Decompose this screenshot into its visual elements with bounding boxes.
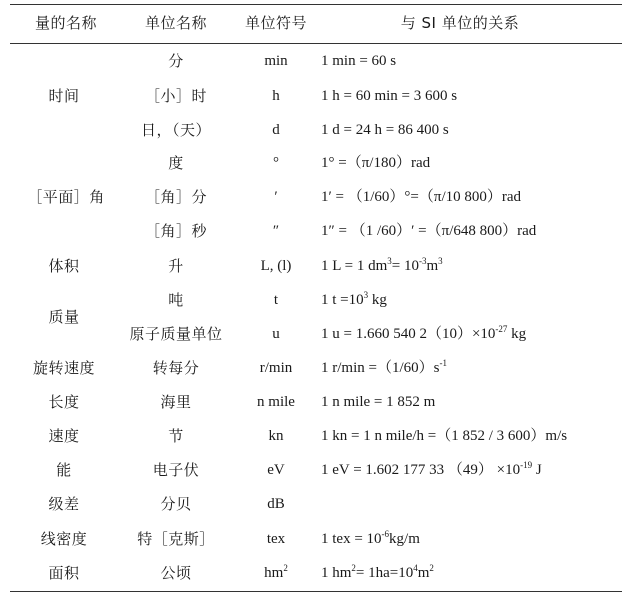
unit-symbol-cell: u bbox=[272, 326, 280, 342]
quantity-volume: 体积 bbox=[48, 257, 80, 275]
unit-symbol-cell: eV bbox=[267, 462, 285, 478]
si-relation-cell: 1′ = （1/60）°=（π/10 800）rad bbox=[321, 189, 522, 205]
unit-name-cell: 转每分 bbox=[152, 359, 200, 377]
table-header-rule bbox=[10, 43, 622, 44]
unit-symbol-cell: ° bbox=[273, 155, 279, 171]
header-unit-symbol: 单位符号 bbox=[244, 14, 308, 32]
unit-name-cell: 日，（天） bbox=[140, 121, 212, 139]
unit-name-cell: 原子质量单位 bbox=[129, 325, 223, 343]
quantity-mass: 质量 bbox=[48, 308, 80, 326]
quantity-time: 时间 bbox=[48, 87, 80, 105]
unit-symbol-cell: tex bbox=[266, 531, 286, 547]
si-relation-cell: 1 eV = 1.602 177 33 $(49) \times 10^{-19}$ J bbox=[321, 460, 542, 478]
si-relation-cell: 1 $hm^2= 1ha=10^4m^2$ bbox=[321, 563, 434, 581]
quantity-level-difference: 级差 bbox=[48, 495, 80, 513]
unit-symbol-cell: kn bbox=[268, 428, 284, 444]
unit-name-cell: 分 bbox=[168, 52, 184, 70]
si-relation-cell: 1 $t =10^3$ kg bbox=[321, 290, 387, 308]
unit-symbol-cell: ″ bbox=[272, 223, 280, 239]
unit-name-cell: ［角］秒 bbox=[144, 222, 208, 240]
header-si-relation: 与 SI 单位的关系 bbox=[400, 14, 520, 32]
quantity-length: 长度 bbox=[48, 393, 80, 411]
unit-name-cell: 特［克斯］ bbox=[137, 530, 215, 548]
unit-symbol-cell: L, (l) bbox=[260, 258, 292, 274]
quantity-speed: 速度 bbox=[48, 427, 80, 445]
si-relation-cell: 1 tex = $10^{-6}kg/m$ bbox=[321, 529, 420, 547]
table-bottom-rule bbox=[10, 591, 622, 592]
si-relation-cell: 1 u = 1.660 540 $2(10)\times 10^{-27}$ kg bbox=[321, 324, 527, 342]
unit-name-cell: ［角］分 bbox=[144, 188, 208, 206]
unit-name-cell: 电子伏 bbox=[152, 461, 200, 479]
unit-name-cell: 公顷 bbox=[160, 564, 192, 582]
si-relation-cell: 1 d = 24 h = 86 400 s bbox=[321, 122, 449, 138]
unit-name-cell: 吨 bbox=[168, 291, 184, 309]
si-relation-cell: 1° =（π/180）rad bbox=[321, 155, 431, 171]
unit-symbol-cell: dB bbox=[267, 496, 285, 512]
si-relation-cell: 1 L = 1 $dm^3= 10^{-3}m^3$ bbox=[321, 256, 443, 274]
header-unit-name: 单位名称 bbox=[144, 14, 208, 32]
unit-symbol-cell: t bbox=[273, 292, 279, 308]
quantity-linear-density: 线密度 bbox=[40, 530, 88, 548]
unit-symbol-cell: h bbox=[272, 88, 280, 104]
si-relation-cell: 1 $r/\min =(1/60)s^{-1}$ bbox=[321, 358, 447, 376]
unit-symbol-cell: r/min bbox=[259, 360, 293, 376]
quantity-plane-angle: ［平面］角 bbox=[27, 188, 105, 206]
si-relation-cell: 1 min = 60 s bbox=[321, 53, 397, 69]
unit-symbol-cell: $hm^2$ bbox=[264, 563, 288, 581]
unit-name-cell: 升 bbox=[168, 257, 184, 275]
unit-name-cell: 海里 bbox=[160, 393, 192, 411]
unit-name-cell: 度 bbox=[168, 154, 184, 172]
quantity-rotational-speed: 旋转速度 bbox=[32, 359, 96, 377]
table-top-rule bbox=[10, 4, 622, 5]
unit-name-cell: ［小］时 bbox=[144, 87, 208, 105]
unit-symbol-cell: d bbox=[272, 122, 280, 138]
header-quantity-name: 量的名称 bbox=[34, 14, 98, 32]
unit-symbol-cell: min bbox=[264, 53, 288, 69]
si-relation-cell: 1 n mile = 1 852 m bbox=[321, 394, 436, 410]
si-relation-cell: 1 kn = 1 n mile/h =（1 852 / 3 600）m/s bbox=[321, 428, 568, 444]
si-relation-cell: 1″ = （1 /60）′ =（π/648 800）rad bbox=[321, 223, 537, 239]
unit-symbol-cell: n mile bbox=[257, 394, 295, 410]
unit-name-cell: 分贝 bbox=[160, 495, 192, 513]
quantity-area: 面积 bbox=[48, 564, 80, 582]
quantity-energy: 能 bbox=[56, 461, 72, 479]
unit-symbol-cell: ′ bbox=[274, 189, 278, 205]
unit-name-cell: 节 bbox=[168, 427, 184, 445]
si-relation-cell: 1 h = 60 min = 3 600 s bbox=[321, 88, 458, 104]
